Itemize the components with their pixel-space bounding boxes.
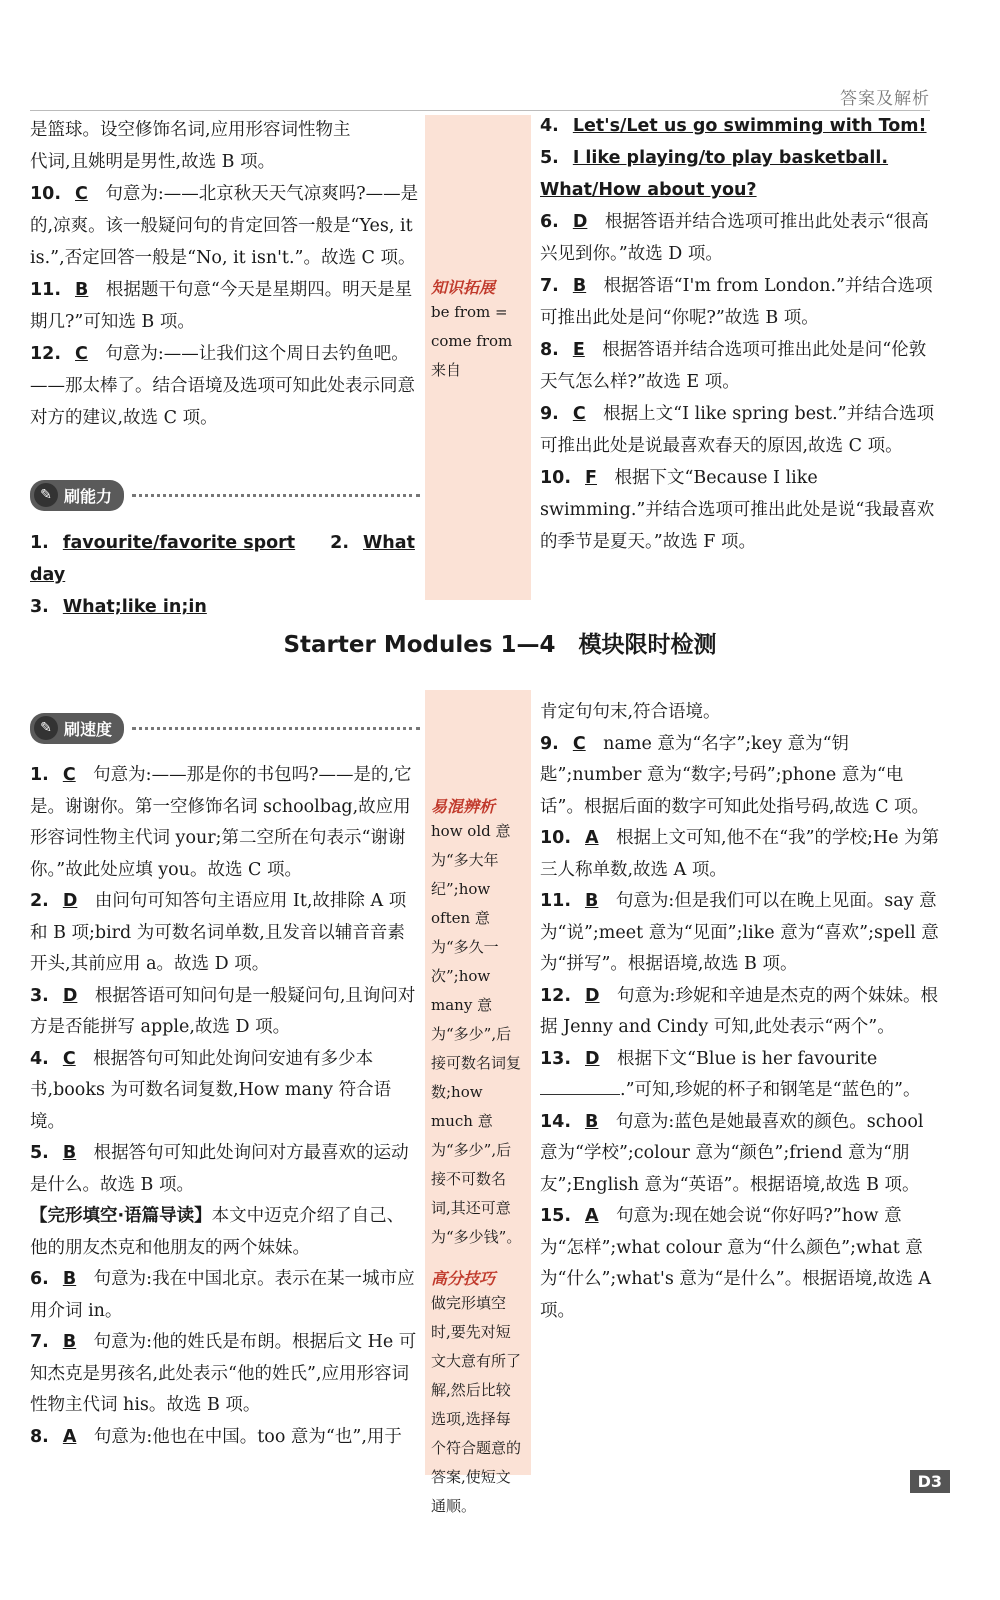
sidebar-title: 高分技巧 [431, 1269, 496, 1288]
section-title: Starter Modules 1—4 模块限时检测 [283, 632, 717, 658]
answer-item: 2. D 由问句可知答句主语应用 It,故排除 A 项和 B 项;bird 为可数名词单数,且发音以辅音音素开头,其前应用 a。故选 D 项。 [30, 891, 407, 974]
answer-item: 4. Let's/Let us go swimming with Tom! [540, 116, 927, 136]
cloze-intro: 【完形填空·语篇导读】本文中迈克介绍了自己、他的朋友杰克和他朋友的两个妹妹。 [30, 1206, 405, 1258]
ability-answers: 1. favourite/favorite sport 2. What day 3. What;like in;in [30, 533, 415, 617]
answer-item: 4. C 根据答句可知此处询问安迪有多少本书,books 为可数名词复数,How many 符合语境。 [30, 1048, 392, 1132]
speed-badge: ✎ 刷速度 [30, 713, 124, 744]
sidebar-text: how old 意为“多大年纪”;how often 意为“多久一次”;how many 意为“多少”,后接可数名词复数;how much 意为“多少”,后接不可数名词,其还可意为“多少钱”。 [431, 822, 522, 1246]
ability-badge: ✎ 刷能力 [30, 480, 124, 511]
answer-item: 3. D 根据答语可知问句是一般疑问句,且询问对方是否能拼写 apple,故选 D 项。 [30, 985, 416, 1037]
answer-item: 6. D 根据答语并结合选项可推出此处表示“很高兴见到你。”故选 D 项。 [540, 212, 929, 264]
answer-item: 5. B 根据答句可知此处询问对方最喜欢的运动是什么。故选 B 项。 [30, 1143, 409, 1195]
bottom-left-column [30, 760, 420, 1453]
sidebar-title: 知识拓展 [431, 278, 496, 297]
answer-item: 10. A 根据上文可知,他不在“我”的学校;He 为第三人称单数,故选 A 项。 [540, 828, 940, 880]
pencil-icon: ✎ [34, 483, 58, 507]
answer-item: 10. F 根据下文“Because I like swimming.”并结合选项可推出此处是说“我最喜欢的季节是夏天。”故选 F 项。 [540, 468, 935, 552]
sidebar-text: be from = come from 来自 [431, 303, 513, 379]
bottom-right-column [540, 697, 940, 1327]
answer-text: favourite/favorite sport [62, 533, 296, 553]
text-line: 肯定句句末,符合语境。 [540, 702, 721, 722]
pencil-icon: ✎ [34, 716, 58, 740]
text-line: 是篮球。设空修饰名词,应用形容词性物主 [30, 120, 351, 140]
page-number: D3 [910, 1470, 950, 1493]
knowledge-sidebar [425, 115, 531, 600]
answer-item: 1. C 句意为:——那是你的书包吗?——是的,它是。谢谢你。第一空修饰名词 schoolbag,故应用形容词性物主代词 your;第二空所在句表示“谢谢你。”故此处应填 you。故选 C 项。 [30, 765, 412, 880]
answer-item: 8. A 句意为:他也在中国。too 意为“也”,用于 [30, 1426, 402, 1447]
answer-item: 5. I like playing/to play basketball. What/How about you? [540, 148, 889, 200]
answer-item: 6. B 句意为:我在中国北京。表示在某一城市应用介词 in。 [30, 1269, 415, 1321]
answer-text: What day [30, 533, 415, 585]
dotted-divider [132, 494, 420, 497]
answer-text: What;like in;in [62, 597, 207, 617]
answer-item: 7. B 根据答语“I'm from London.”并结合选项可推出此处是问“你呢?”故选 B 项。 [540, 276, 933, 328]
text-line: 代词,且姚明是男性,故选 B 项。 [30, 152, 276, 172]
answer-item: 12. D 句意为:珍妮和辛迪是杰克的两个妹妹。根据 Jenny and Cindy 可知,此处表示“两个”。 [540, 985, 938, 1037]
top-right-column [540, 110, 940, 558]
answer-item: 8. E 根据答语并结合选项可推出此处是问“伦敦天气怎么样?”故选 E 项。 [540, 340, 927, 392]
dotted-divider [132, 727, 420, 730]
answer-item: 7. B 句意为:他的姓氏是布朗。根据后文 He 可知杰克是男孩名,此处表示“他的姓氏”,应用形容词性物主代词 his。故选 B 项。 [30, 1332, 417, 1415]
answer-item: 15. A 句意为:现在她会说“你好吗?”how 意为“怎样”;what colour 意为“什么颜色”;what 意为“什么”;what's 意为“是什么”。根据语境,故选 A 项。 [540, 1206, 932, 1321]
fill-blank [540, 1080, 620, 1095]
answer-item: 9. C 根据上文“I like spring best.”并结合选项可推出此处是说最喜欢春天的原因,故选 C 项。 [540, 404, 935, 456]
sidebar-text: 做完形填空时,要先对短文大意有所了解,然后比较选项,选择每个符合题意的答案,使短文通顺。 [431, 1294, 522, 1515]
answer-item: 9. C name 意为“名字”;key 意为“钥匙”;number 意为“数字;号码”;phone 意为“电话”。根据后面的数字可知此处指号码,故选 C 项。 [540, 733, 930, 817]
top-left-column [30, 114, 420, 434]
sidebar-title: 易混辨析 [431, 797, 496, 816]
answer-item: 12. C 句意为:——让我们这个周日去钓鱼吧。——那太棒了。结合语境及选项可知此处表示同意对方的建议,故选 C 项。 [30, 344, 415, 428]
answer-item: 11. B 根据题干句意“今天是星期四。明天是星期几?”可知选 B 项。 [30, 280, 413, 332]
answer-item: 10. C 句意为:——北京秋天天气凉爽吗?——是的,凉爽。该一般疑问句的肯定回答一般是“Yes, it is.”,否定回答一般是“No, it isn't.”。故选 C 项。 [30, 184, 419, 268]
speed-banner [30, 713, 420, 744]
answer-item: 11. B 句意为:但是我们可以在晚上见面。say 意为“说”;meet 意为“见面”;like 意为“喜欢”;spell 意为“拼写”。根据语境,故选 B 项。 [540, 891, 939, 974]
answer-item: 13. D 根据下文“Blue is her favourite .”可知,珍妮的杯子和钢笔是“蓝色的”。 [540, 1048, 921, 1100]
ability-banner [30, 480, 420, 511]
answer-item: 14. B 句意为:蓝色是她最喜欢的颜色。school 意为“学校”;colour 意为“颜色”;friend 意为“朋友”;English 意为“英语”。根据语境,故选 B 项。 [540, 1111, 924, 1195]
header-label: 答案及解析 [840, 89, 930, 109]
tips-sidebar [425, 690, 531, 1515]
